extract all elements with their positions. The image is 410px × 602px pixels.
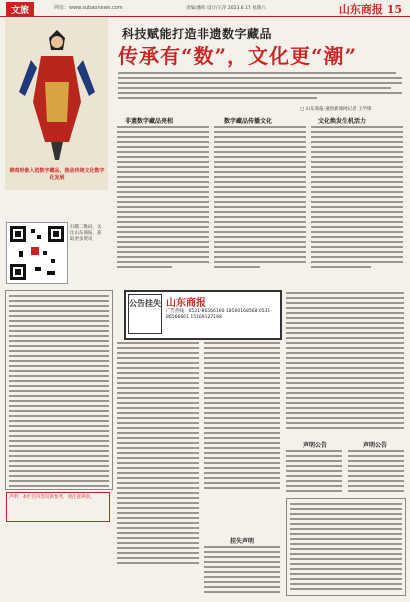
subhead-1: 非遗数字藏品亮相	[125, 118, 174, 125]
classified-column-mid-1	[117, 342, 199, 567]
opera-performer-icon	[11, 22, 103, 162]
page-header	[0, 0, 410, 17]
article-column-2	[214, 126, 306, 271]
qr-description: 扫描二维码，关注山东商报，获取更多资讯	[70, 225, 102, 242]
ad-phones: 广告热线：0531-86566160 18560168568 0531-86566661 15169127168	[166, 309, 272, 320]
notice-title-b: 声明公告	[302, 442, 327, 449]
notice-label: 公告挂失	[128, 294, 162, 334]
warning-notice: 声明：本栏目内容仅供参考，请注意辨别。	[6, 492, 110, 522]
section-label: 文旅	[6, 2, 34, 17]
newspaper-brand: 山东商报 15	[338, 3, 402, 16]
image-caption: 锦鸡形象入选数字藏品，推动传统文化数字化发展	[9, 168, 105, 181]
notice-title-c: 声明公告	[362, 442, 387, 449]
subhead-3: 文化焕发生机活力	[318, 118, 367, 125]
notice-a-body	[204, 546, 280, 596]
subhead-2: 数字藏品传播文化	[224, 118, 273, 125]
article-column-1	[117, 126, 209, 271]
ad-block	[124, 290, 282, 340]
opera-figure-image	[5, 18, 108, 190]
classified-column-mid-2	[204, 342, 280, 492]
intro-paragraph	[118, 72, 402, 102]
classified-column-right	[286, 292, 404, 432]
ad-brand: 山东商报	[166, 298, 206, 309]
notice-b-body	[286, 450, 342, 495]
article-byline: □ 山东商报·速豹新闻网记者 王学锋	[300, 107, 372, 112]
notice-title-a: 挂失声明	[229, 538, 254, 545]
article-pre-title: 科技赋能打造非遗数字藏品	[122, 27, 273, 41]
classified-column-left	[5, 290, 113, 490]
article-headline: 传承有“数”，文化更“潮”	[118, 44, 358, 68]
page-meta: 责编/潘昕 设计/王萍 2023.6.17 星期六	[186, 6, 266, 11]
bottom-right-notice-box	[286, 498, 406, 596]
article-column-3	[311, 126, 403, 271]
notice-c-body	[348, 450, 404, 495]
qr-code-icon	[6, 222, 68, 284]
site-url: 网址：www.subaonews.com	[54, 5, 123, 11]
